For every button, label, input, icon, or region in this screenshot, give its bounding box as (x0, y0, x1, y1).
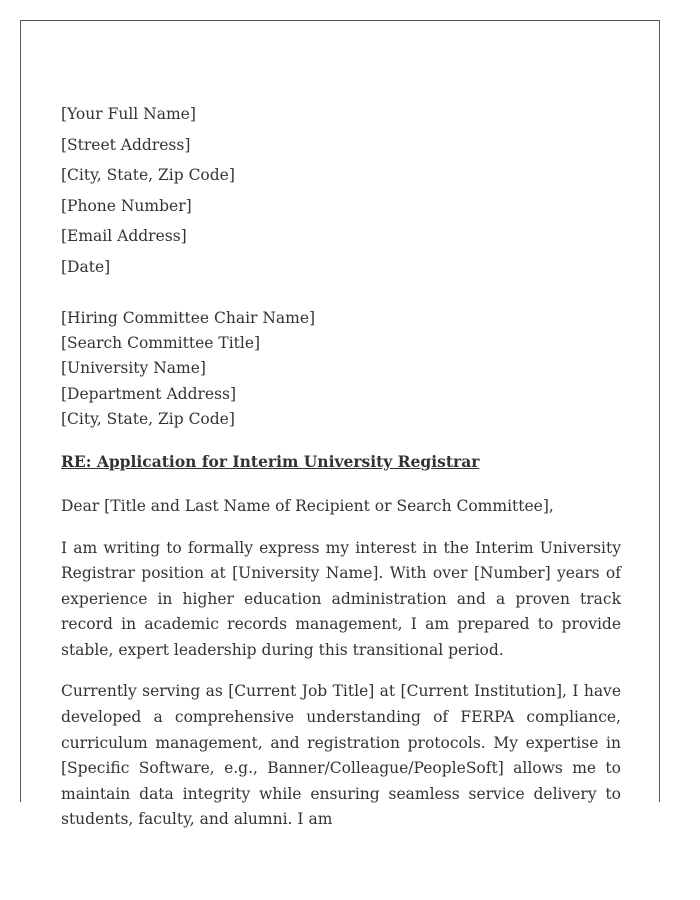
letter-salutation: Dear [Title and Last Name of Recipient or Search Committee], (61, 496, 554, 515)
body-paragraph-1: I am writing to formally express my interest in the Interim University Registrar position at [University Name]. With over [Number] years of experience in higher education administration and a proven track record in academic records management, I am prepared to provide stable, expert leadership during this transitional period. (61, 538, 621, 659)
recipient-chair-name: [Hiring Committee Chair Name] (61, 308, 316, 327)
sender-email: [Email Address] (61, 227, 187, 246)
sender-city-state-zip: [City, State, Zip Code] (61, 166, 235, 185)
letter-page (20, 20, 660, 829)
sender-block (61, 103, 621, 287)
sender-name: [Your Full Name] (61, 105, 196, 123)
body-paragraph-2: Currently serving as [Current Job Title] at [Current Institution], I have developed a comprehensive understanding of FERPA compliance, curriculum management, and registration protocols. My expertise in [Specific Software, e.g., Banner/Colleague/PeopleSoft] allows me to maintain data integrity while ensuring seamless service delivery to students, faculty, and alumni. I am (61, 682, 621, 829)
letter-date: [Date] (61, 257, 111, 276)
letter-subject: RE: Application for Interim University Registrar (61, 451, 480, 471)
recipient-university-name: [University Name] (61, 359, 206, 378)
recipient-department-address: [Department Address] (61, 384, 237, 403)
letter-content (61, 103, 621, 833)
recipient-city-state-zip: [City, State, Zip Code] (61, 410, 235, 429)
recipient-committee-title: [Search Committee Title] (61, 333, 261, 352)
recipient-block (61, 307, 621, 434)
sender-phone: [Phone Number] (61, 196, 192, 215)
sender-street-address: [Street Address] (61, 135, 191, 154)
